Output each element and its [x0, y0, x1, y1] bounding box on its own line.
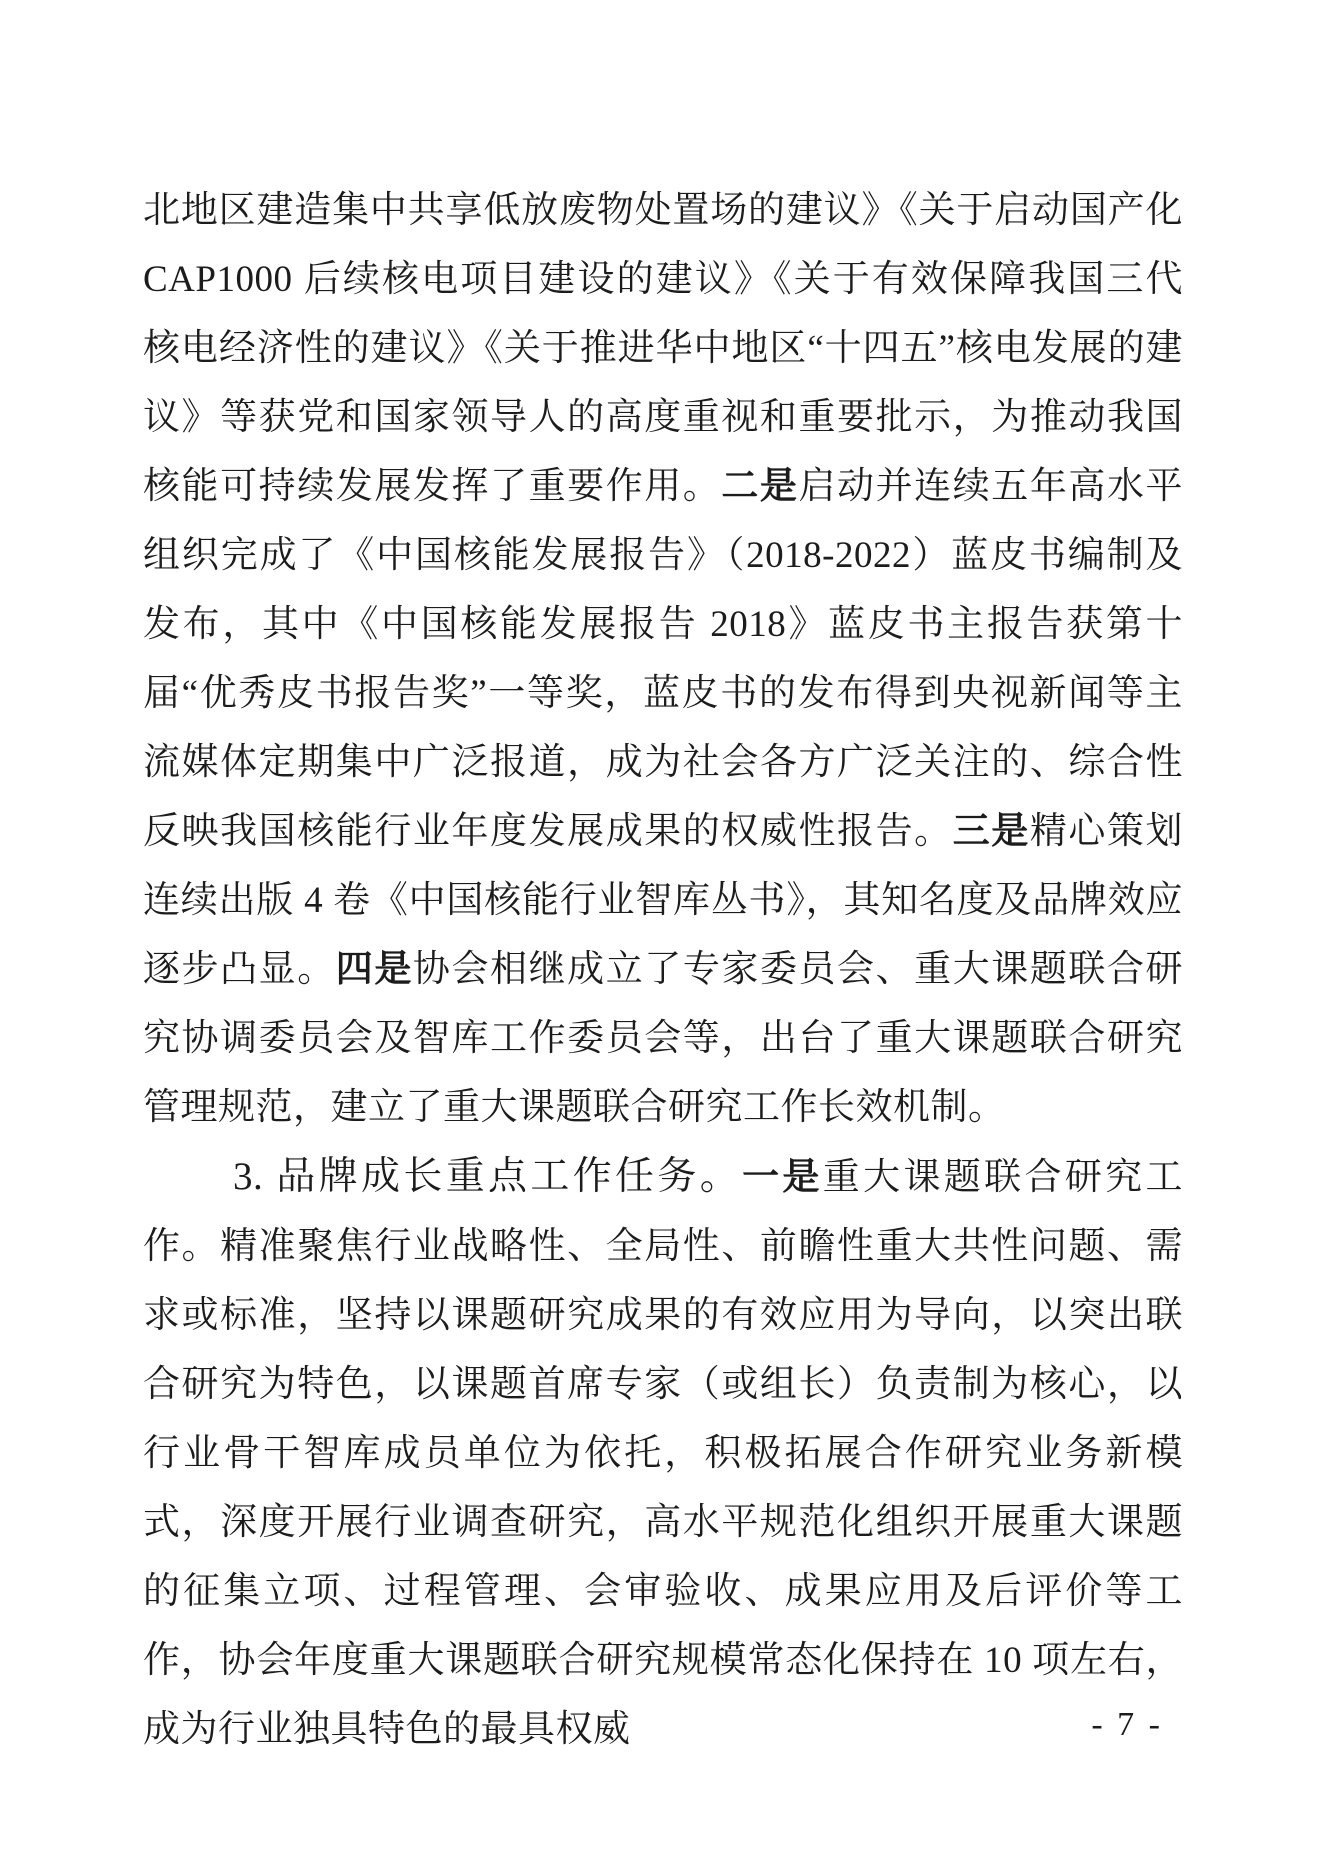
page-number: - 7 -	[1091, 1706, 1163, 1743]
text-run-bold: 一是	[742, 1157, 823, 1198]
text-run-kai: 3. 品牌成长重点工作任务。	[233, 1155, 743, 1198]
text-run-bold: 四是	[335, 949, 413, 990]
text-run-normal: 北地区建造集中共享低放废物处置场的建议》《关于启动国产化CAP1000 后续核电项目建设的建议》《关于有效保障我国三代核电经济性的建议》《关于推进华中地区“十四五”核电发展的建议》等获党和国家领导人的高度重视和重要批示，为推动我国核能可持续发展发挥了重要作用。	[143, 190, 1183, 507]
document-body	[143, 176, 1183, 1764]
text-run-normal: 启动并连续五年高水平组织完成了《中国核能发展报告》（2018-2022）蓝皮书编制及发布，其中《中国核能发展报告 2018》蓝皮书主报告获第十届“优秀皮书报告奖”一等奖，蓝皮书的发布得到央视新闻等主流媒体定期集中广泛报道，成为社会各方广泛关注的、综合性反映我国核能行业年度发展成果的权威性报告。	[143, 466, 1184, 852]
paragraph-continuation	[143, 176, 1183, 1142]
text-run-bold: 二是	[721, 466, 799, 507]
text-run-normal: 协会相继成立了专家委员会、重大课题联合研究协调委员会及智库工作委员会等，出台了重大课题联合研究管理规范，建立了重大课题联合研究工作长效机制。	[143, 949, 1184, 1128]
text-run-normal: 重大课题联合研究工作。精准聚焦行业战略性、全局性、前瞻性重大共性问题、需求或标准，坚持以课题研究成果的有效应用为导向，以突出联合研究为特色，以课题首席专家（或组长）负责制为核心，以行业骨干智库成员单位为依托，积极拓展合作研究业务新模式，深度开展行业调查研究，高水平规范化组织开展重大课题的征集立项、过程管理、会审验收、成果应用及后评价等工作，协会年度重大课题联合研究规模常态化保持在 10 项左右，成为行业独具特色的最具权威	[143, 1157, 1184, 1750]
paragraph-section-3	[143, 1142, 1183, 1764]
text-run-bold: 三是	[952, 811, 1030, 852]
text-run-normal: 精心策划连续出版 4 卷《中国核能行业智库丛书》，其知名度及品牌效应逐步凸显。	[143, 811, 1184, 990]
